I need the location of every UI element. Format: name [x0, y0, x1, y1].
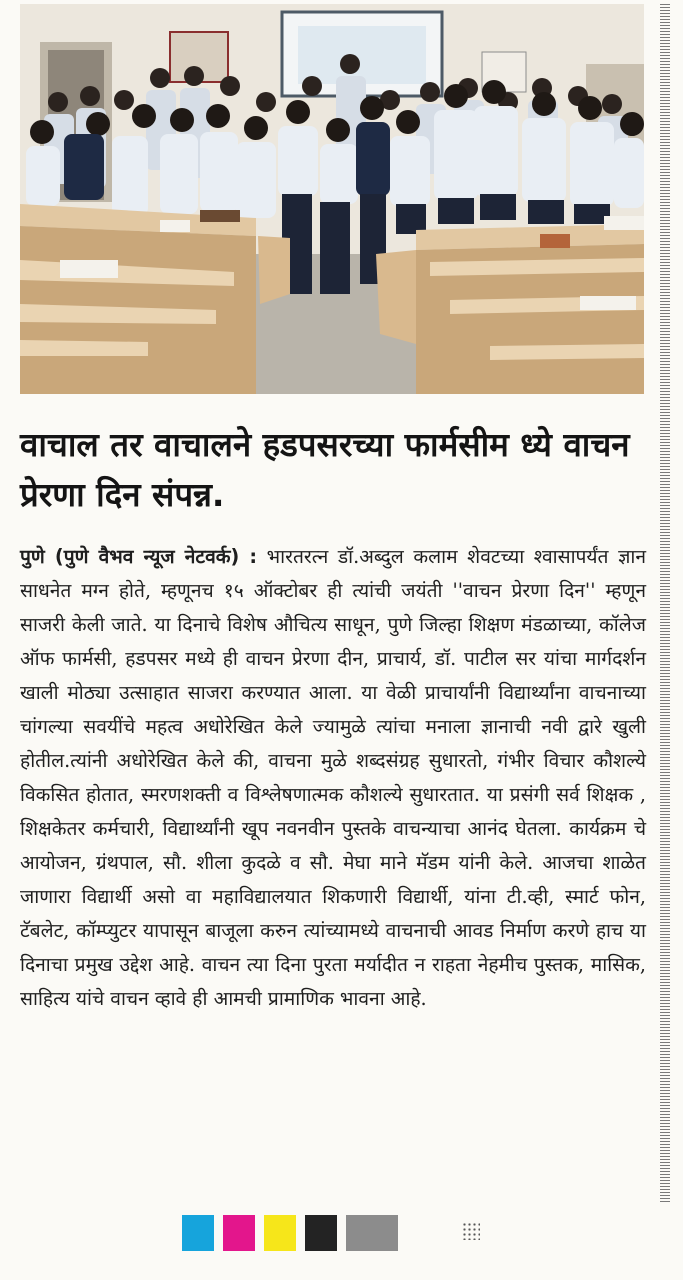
printer-color-bar [182, 1215, 407, 1251]
registration-mark-icon [462, 1222, 480, 1240]
color-swatch-gray [346, 1215, 398, 1251]
color-swatch-cyan [182, 1215, 214, 1251]
article-headline: वाचाल तर वाचालने हडपसरच्या फार्मसीम ध्ये वाचन प्रेरणा दिन संपन्न. [20, 425, 630, 514]
color-swatch-black [305, 1215, 337, 1251]
color-swatch-yellow [264, 1215, 296, 1251]
article-dateline: पुणे (पुणे वैभव न्यूज नेटवर्क) : [20, 545, 258, 568]
article-text: भारतरत्न डॉ.अब्दुल कलाम शेवटच्या श्वासापर्यंत ज्ञान साधनेत मग्न होते, म्हणूनच १५ ऑक्टोबर ही त्यांची जयंती ''वाचन प्रेरणा दिन'' म्हणून साजरी केली जाते. या दिनाचे विशेष औचित्य साधून, पुणे जिल्हा शिक्षण मंडळाच्या, कॉलेज ऑफ फार्मसी, हडपसर मध्ये ही वाचन प्रेरणा दीन, प्राचार्य, डॉ. पाटील सर यांचा मार्गदर्शन खाली मोठ्या उत्साहात साजरा करण्यात आला. या वेळी प्राचार्यांनी विद्यार्थ्यांना वाचनाच्या चांगल्या सवयींचे महत्व अधोरेखित केले ज्यामुळे त्यांचा मनाला ज्ञानाची नवी द्वारे खुली होतील.त्यांनी अधोरेखित केले की, वाचना मुळे शब्दसंग्रह सुधारतो, गंभीर विचार कौशल्ये विकसित होतात, स्मरणशक्ती व विश्लेषणात्मक कौशल्ये सुधारतात. या प्रसंगी सर्व शिक्षक , शिक्षकेतर कर्मचारी, विद्यार्थ्यांनी खूप नवनवीन पुस्तके वाचन्याचा आनंद घेतला. कार्यक्रम चे आयोजन, ग्रंथपाल, सौ. शीला कुदळे व सौ. मेघा माने मॅडम यांनी केले. आजचा शाळेत जाणारा विद्यार्थी असो वा महाविद्यालयात शिकणारी विद्यार्थी, यांना टी.व्ही, स्मार्ट फोन, टॅबलेट, कॉम्प्युटर यापासून बाजूला करुन त्यांच्यामध्ये वाचनाची आवड निर्माण करणे हाच या दिनाचा प्रमुख उद्देश आहे. वाचन त्या दिना पुरता मर्यादीत न राहता नेहमीच पुस्तक, मासिक, साहित्य यांचे वाचन व्हावे ही आमची प्रामाणिक भावना आहे. [20, 545, 646, 1010]
color-swatch-magenta [223, 1215, 255, 1251]
group-photo [20, 4, 644, 394]
column-rule [660, 4, 670, 1204]
article-body [20, 540, 646, 1016]
article-photo [20, 4, 644, 394]
